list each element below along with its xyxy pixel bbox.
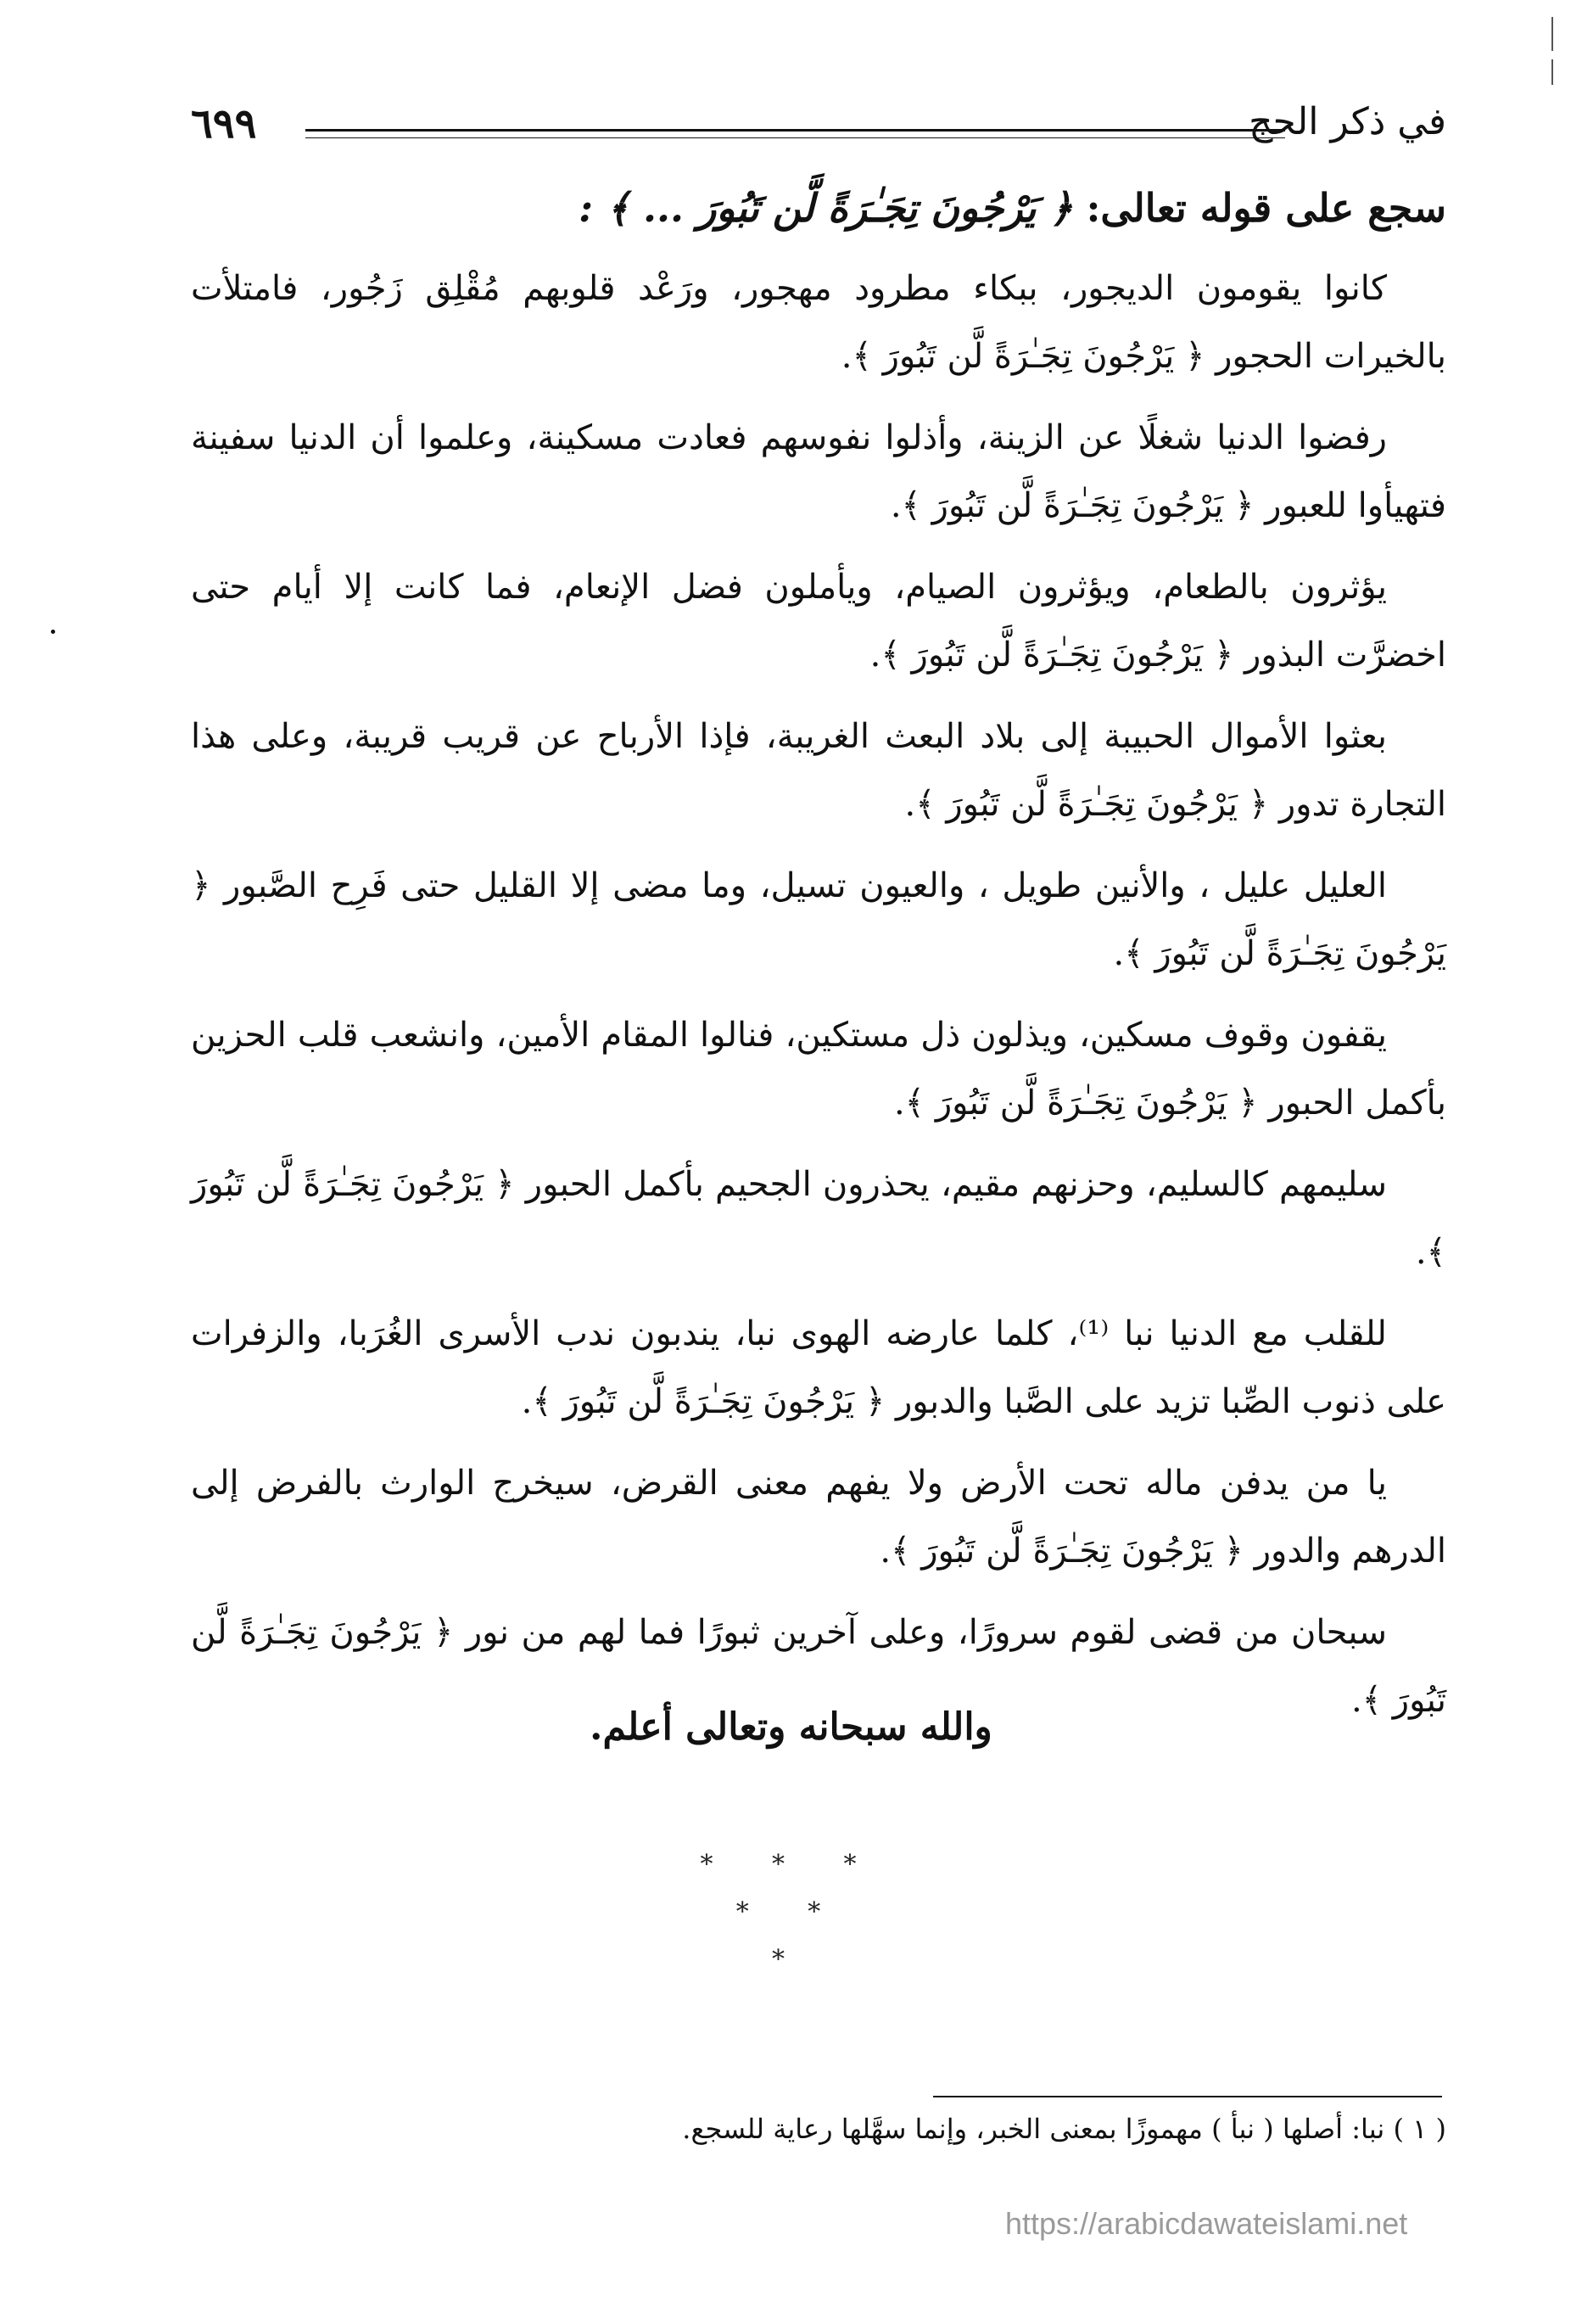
paragraph: يقفون وقوف مسكين، ويذلون ذل مستكين، فنالوا المقام الأمين، وانشعب قلب الحزين بأكمل الحبور ﴿ يَرْجُونَ تِجَـٰرَةً لَّن تَبُورَ ﴾. <box>191 1016 1446 1123</box>
running-header <box>191 100 1446 160</box>
paragraph: بعثوا الأموال الحبيبة إلى بلاد البعث الغريبة، فإذا الأرباح عن قريب قريبة، وعلى هذا التجارة تدور ﴿ يَرْجُونَ تِجَـٰرَةً لَّن تَبُورَ ﴾. <box>191 717 1446 824</box>
section-heading <box>191 170 1446 246</box>
edge-mark <box>1551 17 1553 51</box>
paragraph: رفضوا الدنيا شغلًا عن الزينة، وأذلوا نفوسهم فعادت مسكينة، وعلموا أن الدنيا سفينة فتهيأوا للعبور ﴿ يَرْجُونَ تِجَـٰرَةً لَّن تَبُورَ ﴾. <box>191 418 1446 525</box>
paragraph: سبحان من قضى لقوم سرورًا، وعلى آخرين ثبورًا فما لهم من نور ﴿ يَرْجُونَ تِجَـٰرَةً لَّن تَبُورَ ﴾. <box>191 1613 1446 1720</box>
footnote: ( ١ ) نبا: أصلها ( نبأ ) مهموزًا بمعنى الخبر، وإنما سهَّلها رعاية للسجع. <box>682 2113 1446 2145</box>
margin-dot <box>51 630 55 634</box>
divider-row: * * * <box>700 1850 882 1879</box>
heading-prefix: سجع على قوله تعالى: <box>1086 185 1446 231</box>
body-text <box>191 255 1446 1748</box>
edge-mark <box>1551 59 1553 85</box>
header-rule <box>305 129 1285 138</box>
divider-row: * * <box>735 1897 847 1927</box>
paragraph: يا من يدفن ماله تحت الأرض ولا يفهم معنى القرض، سيخرج الوارث بالفرض إلى الدرهم والدور ﴿ يَرْجُونَ تِجَـٰرَةً لَّن تَبُورَ ﴾. <box>191 1464 1446 1571</box>
closing-line: والله سبحانه وتعالى أعلم. <box>590 1705 992 1749</box>
paragraph: كانوا يقومون الديجور، ببكاء مطرود مهجور، ورَعْد قلوبهم مُقْلِق زَجُور، فامتلأت بالخيرات الحجور ﴿ يَرْجُونَ تِجَـٰرَةً لَّن تَبُورَ ﴾. <box>191 269 1446 376</box>
chapter-title: في ذكر الحج <box>1249 100 1446 143</box>
footnote-rule <box>933 2096 1442 2097</box>
paragraph: يؤثرون بالطعام، ويؤثرون الصيام، ويأملون فضل الإنعام، فما كانت إلا أيام حتى اخضرَّت البذور ﴿ يَرْجُونَ تِجَـٰرَةً لَّن تَبُورَ ﴾. <box>191 568 1446 675</box>
heading-verse: ﴿ يَرْجُونَ تِجَـٰرَةً لَّن تَبُورَ ... ﴾ : <box>579 185 1073 231</box>
page-number: ٦٩٩ <box>191 100 257 148</box>
divider-row: * <box>772 1945 810 1974</box>
paragraph: العليل عليل ، والأنين طويل ، والعيون تسيل، وما مضى إلا القليل حتى فَرِح الصَّبور ﴿ يَرْجُونَ تِجَـٰرَةً لَّن تَبُورَ ﴾. <box>191 866 1446 973</box>
paragraph: للقلب مع الدنيا نبا ⁽¹⁾، كلما عارضه الهوى نبا، يندبون ندب الأسرى الغُرَبا، والزفرات على ذنوب الصِّبا تزيد على الصَّبا والدبور ﴿ يَرْجُونَ تِجَـٰرَةً لَّن تَبُورَ ﴾. <box>191 1314 1446 1421</box>
section-divider <box>0 1841 1582 1984</box>
watermark-url: https://arabicdawateislami.net <box>1005 2206 1408 2241</box>
paragraph: سليمهم كالسليم، وحزنهم مقيم، يحذرون الجحيم بأكمل الحبور ﴿ يَرْجُونَ تِجَـٰرَةً لَّن تَبُورَ ﴾. <box>191 1165 1446 1272</box>
